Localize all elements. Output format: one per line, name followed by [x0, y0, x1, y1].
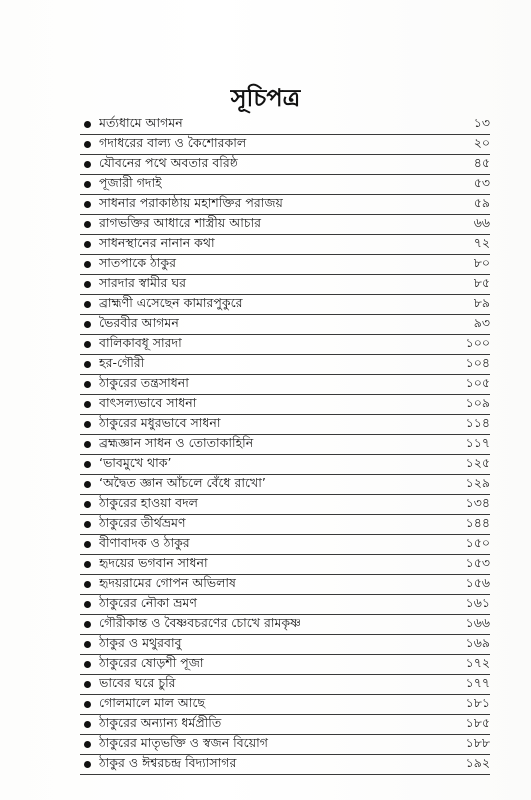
- toc-entry-page-number: ১৮১: [465, 694, 490, 710]
- toc-entry-page-number: ১২৯: [465, 474, 490, 490]
- toc-entry-title: সাধনার পরাকাষ্ঠায় মহাশক্তির পরাজয়: [99, 194, 283, 210]
- toc-entry: [80, 515, 490, 535]
- bullet-icon: [84, 321, 91, 328]
- toc-entry: [80, 455, 490, 475]
- toc-entry-page-number: ১৬৯: [465, 634, 490, 650]
- toc-entry-title: ভাবের ঘরে চুরি: [99, 674, 176, 690]
- page-title: সূচিপত্র: [230, 84, 301, 112]
- toc-entry-page-number: ১০৫: [465, 374, 490, 390]
- toc-entry-page-number: ২০: [473, 134, 490, 150]
- bullet-icon: [84, 621, 91, 628]
- bullet-icon: [84, 161, 91, 168]
- toc-entry-page-number: ৫৩: [473, 174, 490, 190]
- bullet-icon: [84, 641, 91, 648]
- toc-entry: [80, 375, 490, 395]
- toc-entry: [80, 175, 490, 195]
- toc-entry: [80, 355, 490, 375]
- toc-entry-page-number: ১৫৩: [465, 554, 490, 570]
- toc-entry-page-number: ১৩৪: [465, 494, 490, 510]
- bullet-icon: [84, 661, 91, 668]
- bullet-icon: [84, 381, 91, 388]
- toc-entry-title: মর্ত্যধামে আগমন: [99, 114, 183, 130]
- toc-entry: [80, 215, 490, 235]
- bullet-icon: [84, 521, 91, 528]
- bullet-icon: [84, 121, 91, 128]
- toc-entry: [80, 255, 490, 275]
- toc-entry-title: যৌবনের পথে অবতার বরিষ্ঠ: [99, 154, 238, 170]
- bullet-icon: [84, 701, 91, 708]
- bullet-icon: [84, 561, 91, 568]
- toc-entry: [80, 615, 490, 635]
- toc-entry-page-number: ১০৯: [465, 394, 490, 410]
- toc-entry: [80, 735, 490, 755]
- toc-entry-page-number: ১৬৬: [465, 614, 490, 630]
- toc-entry-page-number: ১৫৬: [465, 574, 490, 590]
- toc-entry-title: ব্রাহ্মণী এসেছেন কামারপুকুরে: [99, 294, 243, 310]
- bullet-icon: [84, 181, 91, 188]
- toc-entry-title: বীণাবাদক ও ঠাকুর: [99, 534, 190, 550]
- bullet-icon: [84, 441, 91, 448]
- bullet-icon: [84, 261, 91, 268]
- toc-entry-title: গোলমালে মাল আছে: [99, 694, 206, 710]
- toc-entry-title: হর-গৌরী: [99, 354, 145, 370]
- toc-entry-title: ব্রহ্মজ্ঞান সাধন ও তোতাকাহিনি: [99, 434, 254, 450]
- toc-entry-page-number: ৬৬: [473, 214, 490, 230]
- toc-entry-page-number: ১৩: [473, 114, 490, 130]
- toc-entry-title: ঠাকুরের তীর্থভ্রমণ: [99, 514, 186, 530]
- toc-entry-page-number: ৫৯: [473, 194, 490, 210]
- toc-entry: [80, 335, 490, 355]
- table-of-contents: [80, 115, 490, 775]
- toc-entry-title: ঠাকুর ও মথুরবাবু: [99, 634, 182, 650]
- toc-entry-title: সাধনস্থানের নানান কথা: [99, 234, 215, 250]
- toc-entry-page-number: ১৯২: [465, 754, 490, 770]
- toc-entry-page-number: ১৪৪: [465, 514, 490, 530]
- toc-entry-page-number: ১৭২: [465, 654, 490, 670]
- toc-entry-title: সাতপাকে ঠাকুর: [99, 254, 177, 270]
- toc-entry-title: হৃদয়ের ভগবান সাধনা: [99, 554, 208, 570]
- toc-entry-page-number: ১০৪: [465, 354, 490, 370]
- toc-entry: [80, 535, 490, 555]
- toc-entry: [80, 435, 490, 455]
- toc-entry: [80, 655, 490, 675]
- toc-entry-title: ঠাকুরের তন্ত্রসাধনা: [99, 374, 189, 390]
- bullet-icon: [84, 761, 91, 768]
- bullet-icon: [84, 301, 91, 308]
- bullet-icon: [84, 741, 91, 748]
- toc-entry: [80, 315, 490, 335]
- bullet-icon: [84, 141, 91, 148]
- toc-entry-title: ঠাকুরের নৌকা ভ্রমণ: [99, 594, 197, 610]
- toc-entry-page-number: ৭২: [473, 234, 490, 250]
- toc-entry-page-number: ৯৩: [473, 314, 490, 330]
- toc-entry-page-number: ১১৭: [465, 434, 490, 450]
- toc-entry: [80, 475, 490, 495]
- bullet-icon: [84, 681, 91, 688]
- toc-entry: [80, 275, 490, 295]
- toc-entry: [80, 295, 490, 315]
- bullet-icon: [84, 201, 91, 208]
- toc-entry-page-number: ১০০: [465, 334, 490, 350]
- toc-entry: [80, 195, 490, 215]
- toc-entry: [80, 555, 490, 575]
- bullet-icon: [84, 481, 91, 488]
- toc-entry: [80, 135, 490, 155]
- toc-entry: [80, 695, 490, 715]
- toc-entry-title: ঠাকুরের মধুরভাবে সাধনা: [99, 414, 221, 430]
- toc-entry-page-number: ৮৫: [473, 274, 490, 290]
- toc-entry-title: হৃদয়রামের গোপন অভিলাষ: [99, 574, 236, 590]
- toc-entry-title: ঠাকুরের মাতৃভক্তি ও স্বজন বিয়োগ: [99, 734, 268, 750]
- toc-entry: [80, 675, 490, 695]
- toc-entry-page-number: ১৬১: [465, 594, 490, 610]
- toc-entry-page-number: ৮৯: [473, 294, 490, 310]
- toc-entry-title: ঠাকুরের ষোড়শী পূজা: [99, 654, 204, 670]
- toc-entry: [80, 395, 490, 415]
- bullet-icon: [84, 721, 91, 728]
- bullet-icon: [84, 361, 91, 368]
- toc-entry: [80, 235, 490, 255]
- bullet-icon: [84, 241, 91, 248]
- toc-entry: [80, 595, 490, 615]
- bullet-icon: [84, 601, 91, 608]
- toc-entry-title: ঠাকুরের অন্যান্য ধর্মপ্রীতি: [99, 714, 222, 730]
- bullet-icon: [84, 541, 91, 548]
- toc-entry-page-number: ১৭৭: [465, 674, 490, 690]
- toc-entry-title: ভৈরবীর আগমন: [99, 314, 179, 330]
- bullet-icon: [84, 341, 91, 348]
- toc-entry-page-number: ১২৫: [465, 454, 490, 470]
- toc-entry-title: ঠাকুর ও ঈশ্বরচন্দ্র বিদ্যাসাগর: [99, 754, 237, 770]
- toc-entry: [80, 635, 490, 655]
- bullet-icon: [84, 581, 91, 588]
- bullet-icon: [84, 221, 91, 228]
- toc-entry-title: বালিকাবধূ সারদা: [99, 334, 182, 350]
- toc-entry: [80, 155, 490, 175]
- toc-entry-title: পূজারী গদাই: [99, 174, 162, 190]
- toc-entry: [80, 495, 490, 515]
- toc-entry-page-number: ১৮৫: [465, 714, 490, 730]
- toc-entry: [80, 755, 490, 775]
- toc-entry-title: ‘ভাবমুখে থাক’: [99, 454, 172, 470]
- toc-entry-title: গদাধরের বাল্য ও কৈশোরকাল: [99, 134, 247, 150]
- bullet-icon: [84, 401, 91, 408]
- toc-entry: [80, 415, 490, 435]
- toc-entry: [80, 715, 490, 735]
- toc-entry-page-number: ১৮৮: [465, 734, 490, 750]
- bullet-icon: [84, 421, 91, 428]
- toc-entry-title: সারদার স্বামীর ঘর: [99, 274, 186, 290]
- toc-entry-page-number: ৪৫: [473, 154, 490, 170]
- toc-entry-page-number: ১৫০: [465, 534, 490, 550]
- bullet-icon: [84, 281, 91, 288]
- toc-entry-page-number: ১১৪: [465, 414, 490, 430]
- toc-entry-title: গৌরীকান্ত ও বৈষ্ণবচরণের চোখে রামকৃষ্ণ: [99, 614, 301, 630]
- toc-entry-title: রাগভক্তির আধারে শাস্ত্রীয় আচার: [99, 214, 262, 230]
- toc-entry-page-number: ৮০: [473, 254, 490, 270]
- toc-entry-title: ঠাকুরের হাওয়া বদল: [99, 494, 198, 510]
- toc-entry: [80, 115, 490, 135]
- toc-entry-title: ‘অদ্বৈত জ্ঞান আঁচলে বেঁধে রাখো’: [99, 474, 266, 490]
- bullet-icon: [84, 501, 91, 508]
- toc-entry-title: বাৎসল্যভাবে সাধনা: [99, 394, 197, 410]
- bullet-icon: [84, 461, 91, 468]
- toc-entry: [80, 575, 490, 595]
